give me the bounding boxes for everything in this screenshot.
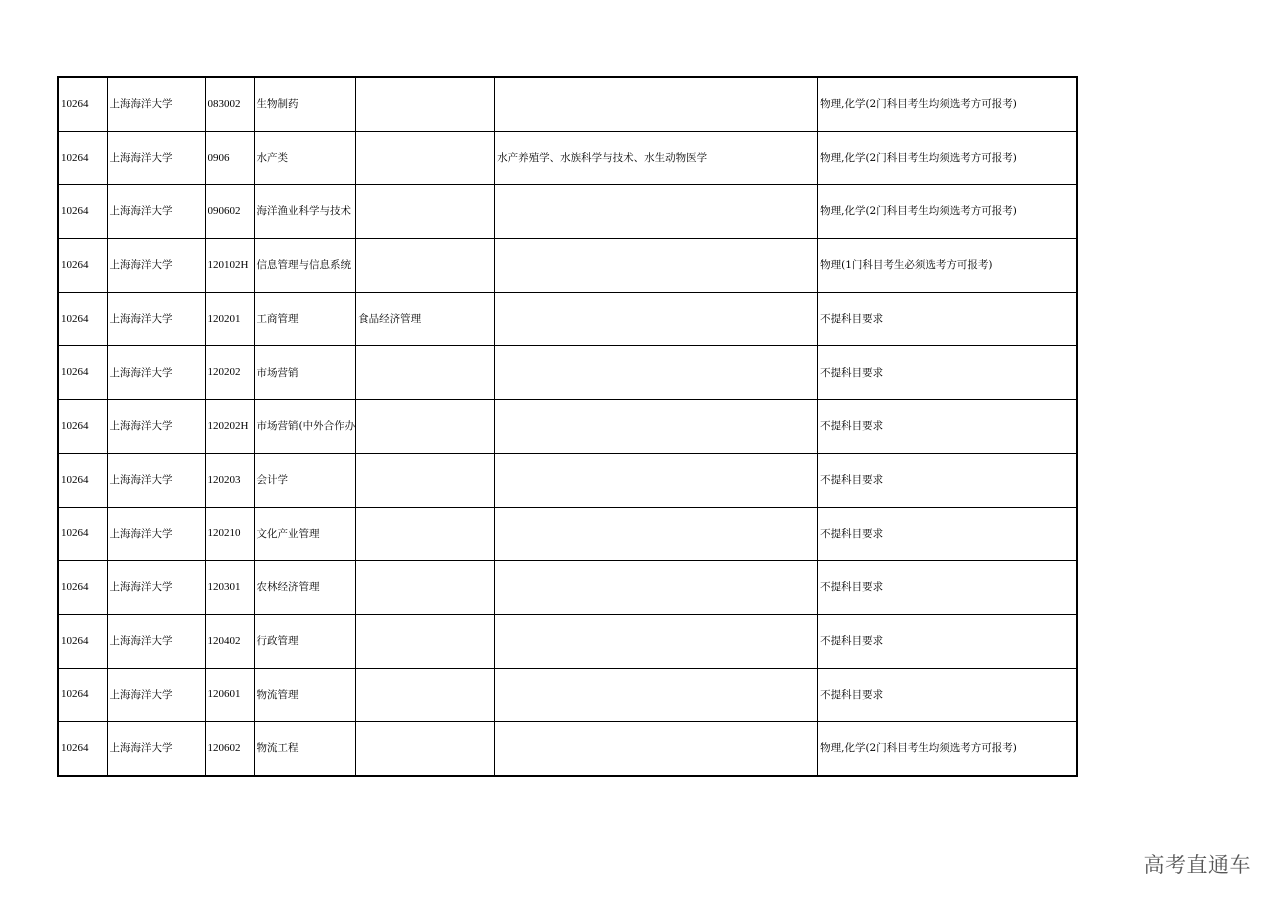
major-direction-cell (356, 346, 495, 400)
subject-requirement-cell: 不提科目要求 (818, 507, 1077, 561)
subject-requirement-cell: 物理(1门科目考生必须选考方可报考) (818, 239, 1077, 293)
major-name-cell: 市场营销(中外合作办 (254, 400, 356, 454)
major-direction-cell (356, 239, 495, 293)
included-majors-cell (495, 507, 818, 561)
major-direction-cell (356, 131, 495, 185)
major-direction-cell (356, 453, 495, 507)
school-code-cell: 10264 (58, 668, 107, 722)
table-row (58, 507, 1077, 561)
table-row (58, 185, 1077, 239)
major-direction-cell (356, 668, 495, 722)
school-code-cell: 10264 (58, 507, 107, 561)
school-code-cell: 10264 (58, 453, 107, 507)
subject-requirements-table (57, 76, 1078, 777)
major-code-cell: 0906 (205, 131, 254, 185)
major-code-cell: 120301 (205, 561, 254, 615)
subject-requirement-cell: 不提科目要求 (818, 668, 1077, 722)
school-code-cell: 10264 (58, 400, 107, 454)
school-name-cell: 上海海洋大学 (107, 561, 205, 615)
school-name-cell: 上海海洋大学 (107, 346, 205, 400)
subject-requirement-cell: 不提科目要求 (818, 400, 1077, 454)
school-code-cell: 10264 (58, 346, 107, 400)
school-name-cell: 上海海洋大学 (107, 400, 205, 454)
table-row (58, 722, 1077, 776)
major-direction-cell (356, 507, 495, 561)
table-row (58, 346, 1077, 400)
major-code-cell: 120402 (205, 614, 254, 668)
included-majors-cell (495, 614, 818, 668)
subject-requirement-cell: 不提科目要求 (818, 614, 1077, 668)
school-name-cell: 上海海洋大学 (107, 185, 205, 239)
school-code-cell: 10264 (58, 77, 107, 131)
school-code-cell: 10264 (58, 131, 107, 185)
major-direction-cell (356, 185, 495, 239)
major-name-cell: 信息管理与信息系统 (254, 239, 356, 293)
major-direction-cell (356, 722, 495, 776)
major-direction-cell (356, 614, 495, 668)
major-code-cell: 120210 (205, 507, 254, 561)
major-code-cell: 120203 (205, 453, 254, 507)
school-name-cell: 上海海洋大学 (107, 614, 205, 668)
school-name-cell: 上海海洋大学 (107, 131, 205, 185)
school-name-cell: 上海海洋大学 (107, 722, 205, 776)
major-name-cell: 市场营销 (254, 346, 356, 400)
included-majors-cell: 水产养殖学、水族科学与技术、水生动物医学 (495, 131, 818, 185)
major-name-cell: 会计学 (254, 453, 356, 507)
subject-requirement-cell: 不提科目要求 (818, 346, 1077, 400)
major-name-cell: 生物制药 (254, 77, 356, 131)
major-code-cell: 120201 (205, 292, 254, 346)
major-code-cell: 120102H (205, 239, 254, 293)
major-name-cell: 工商管理 (254, 292, 356, 346)
major-direction-cell: 食品经济管理 (356, 292, 495, 346)
school-name-cell: 上海海洋大学 (107, 453, 205, 507)
school-name-cell: 上海海洋大学 (107, 668, 205, 722)
major-name-cell: 物流管理 (254, 668, 356, 722)
table-row (58, 614, 1077, 668)
table-row (58, 668, 1077, 722)
major-name-cell: 农林经济管理 (254, 561, 356, 615)
school-code-cell: 10264 (58, 561, 107, 615)
watermark-text: 高考直通车 (1143, 853, 1251, 877)
major-direction-cell (356, 561, 495, 615)
table-row (58, 77, 1077, 131)
included-majors-cell (495, 561, 818, 615)
major-code-cell: 120202 (205, 346, 254, 400)
included-majors-cell (495, 346, 818, 400)
major-code-cell: 090602 (205, 185, 254, 239)
table-row (58, 239, 1077, 293)
table-row (58, 453, 1077, 507)
school-name-cell: 上海海洋大学 (107, 292, 205, 346)
major-code-cell: 120601 (205, 668, 254, 722)
school-code-cell: 10264 (58, 185, 107, 239)
subject-requirement-cell: 物理,化学(2门科目考生均须选考方可报考) (818, 131, 1077, 185)
major-code-cell: 120202H (205, 400, 254, 454)
included-majors-cell (495, 185, 818, 239)
school-code-cell: 10264 (58, 722, 107, 776)
major-name-cell: 水产类 (254, 131, 356, 185)
included-majors-cell (495, 77, 818, 131)
school-name-cell: 上海海洋大学 (107, 77, 205, 131)
included-majors-cell (495, 668, 818, 722)
major-code-cell: 083002 (205, 77, 254, 131)
included-majors-cell (495, 722, 818, 776)
major-direction-cell (356, 77, 495, 131)
major-name-cell: 行政管理 (254, 614, 356, 668)
table-row (58, 400, 1077, 454)
included-majors-cell (495, 400, 818, 454)
table-row (58, 561, 1077, 615)
subject-requirement-cell: 不提科目要求 (818, 453, 1077, 507)
subject-requirement-cell: 物理,化学(2门科目考生均须选考方可报考) (818, 185, 1077, 239)
major-direction-cell (356, 400, 495, 454)
table-body (58, 77, 1077, 776)
included-majors-cell (495, 292, 818, 346)
subject-requirement-cell: 不提科目要求 (818, 292, 1077, 346)
table-row (58, 131, 1077, 185)
major-code-cell: 120602 (205, 722, 254, 776)
school-name-cell: 上海海洋大学 (107, 239, 205, 293)
included-majors-cell (495, 239, 818, 293)
school-name-cell: 上海海洋大学 (107, 507, 205, 561)
school-code-cell: 10264 (58, 292, 107, 346)
included-majors-cell (495, 453, 818, 507)
table-row (58, 292, 1077, 346)
subject-requirement-cell: 不提科目要求 (818, 561, 1077, 615)
major-name-cell: 文化产业管理 (254, 507, 356, 561)
subject-requirement-cell: 物理,化学(2门科目考生均须选考方可报考) (818, 722, 1077, 776)
major-name-cell: 海洋渔业科学与技术 (254, 185, 356, 239)
school-code-cell: 10264 (58, 239, 107, 293)
school-code-cell: 10264 (58, 614, 107, 668)
major-name-cell: 物流工程 (254, 722, 356, 776)
subject-requirement-cell: 物理,化学(2门科目考生均须选考方可报考) (818, 77, 1077, 131)
